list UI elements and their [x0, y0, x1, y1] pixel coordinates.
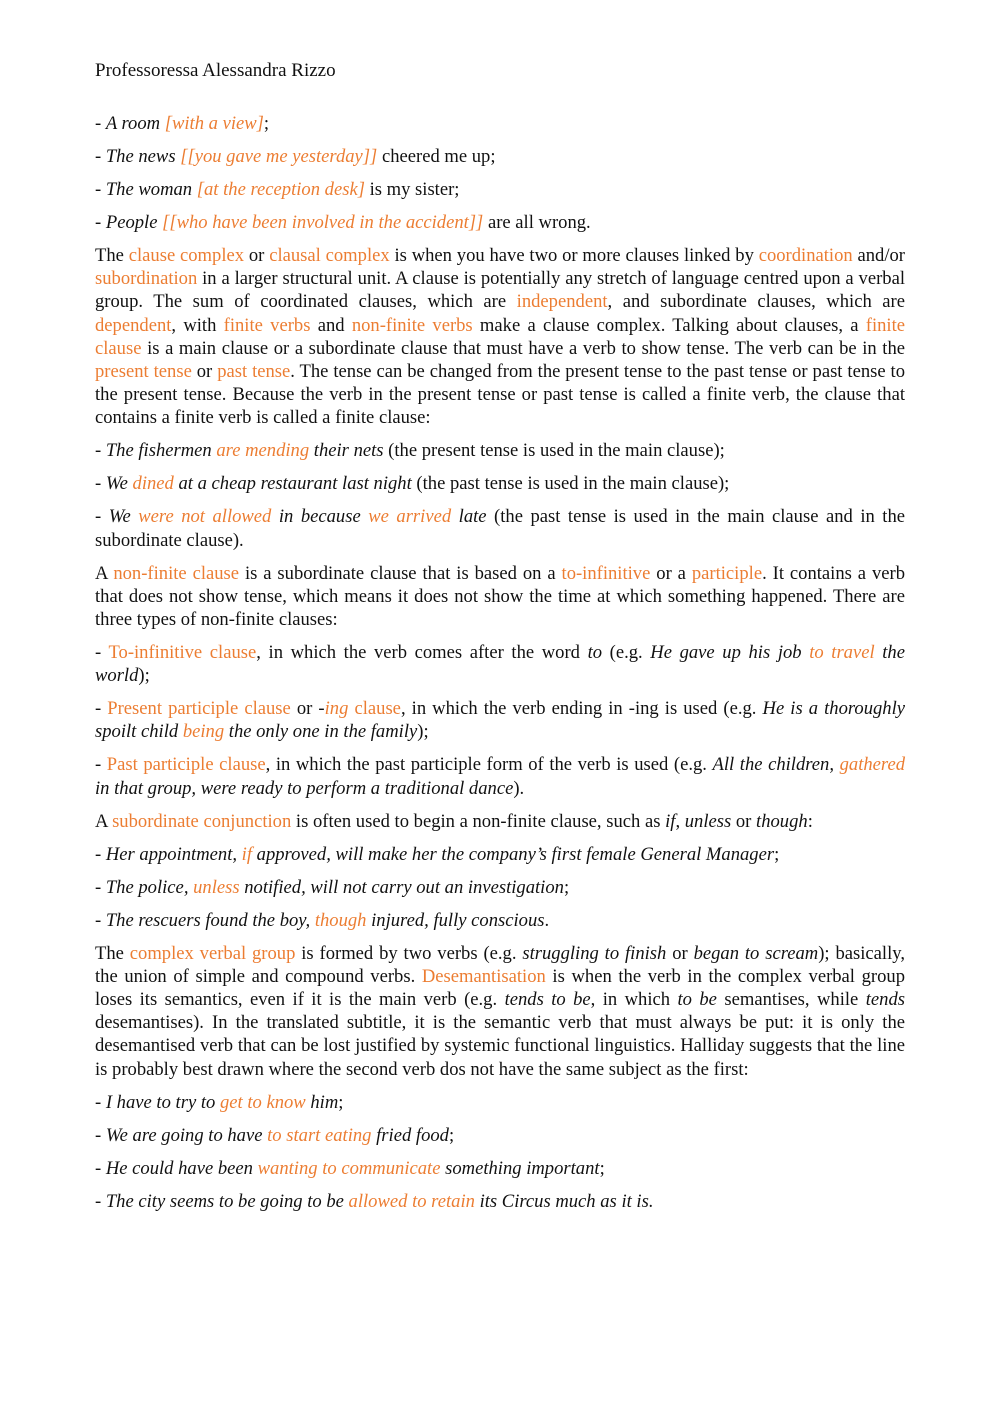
text-run: ); basically, the union of simple and compound verbs. [95, 942, 905, 987]
highlighted-term: gathered [839, 754, 905, 776]
text-run: in because [271, 506, 369, 528]
text-run: - [95, 473, 106, 495]
highlighted-term: clause complex [128, 245, 245, 266]
text-run: the only one in the family [224, 721, 418, 743]
highlighted-term: finite clause [95, 314, 905, 359]
page-header: Professoressa Alessandra Rizzo [95, 60, 336, 81]
highlighted-term: non-finite verbs [351, 314, 473, 336]
example-item [95, 211, 905, 234]
text-run: if [665, 810, 676, 832]
text-run: He could have been [105, 1157, 258, 1179]
paragraph [95, 562, 905, 632]
text-run: the world [95, 642, 905, 687]
highlighted-term: Present participle clause [107, 698, 291, 720]
text-run: ; [563, 876, 570, 898]
text-run: The [95, 942, 130, 964]
highlighted-term: Desemantisation [421, 965, 546, 987]
text-run: cheered me up; [377, 146, 496, 167]
highlighted-term: we arrived [368, 506, 452, 528]
text-run: ); [138, 665, 150, 687]
highlighted-term: were not allowed [138, 506, 272, 528]
text-run: its Circus much as it is. [474, 1190, 654, 1212]
highlighted-term: to-infinitive [561, 562, 651, 584]
text-run: The woman [105, 179, 197, 200]
text-run: (e.g. [602, 642, 651, 664]
example-item [95, 472, 905, 495]
text-run: , in which [590, 989, 678, 1011]
text-run: tends to be [504, 989, 591, 1011]
text-run: - [95, 212, 106, 233]
example-item [95, 112, 905, 135]
text-run: , [675, 810, 685, 832]
text-run: ; [774, 843, 780, 865]
text-run: - [95, 1190, 106, 1212]
highlighted-term: wanting to communicate [257, 1157, 441, 1179]
highlighted-term: dined [132, 473, 174, 495]
text-run: The news [105, 146, 181, 167]
highlighted-term: [[who have been involved in the accident]] [162, 212, 484, 233]
highlighted-term: past tense [217, 361, 291, 383]
text-run: began to scream [693, 942, 819, 964]
document-body [95, 112, 905, 1213]
text-run: is when you have two or more clauses linked by [389, 245, 759, 266]
text-run: notified, will not carry out an investigation [239, 876, 564, 898]
text-run: . It contains a verb that does not show tense, which means it does not show the time at which something happened. There are three types of non-finite clauses: [95, 562, 906, 631]
text-run: are all wrong. [483, 212, 591, 233]
highlighted-term: though [314, 909, 367, 931]
text-run: - [95, 843, 106, 865]
text-run: unless [684, 810, 732, 832]
text-run: He gave up his job [650, 642, 810, 664]
text-run: is when the verb in the complex verbal group loses its semantics, even if it is the main verb (e.g. [95, 965, 905, 1011]
text-run: injured, fully conscious [366, 909, 545, 931]
text-run: . [544, 909, 550, 931]
example-item [95, 1190, 905, 1213]
text-run: I have to try to [105, 1091, 220, 1113]
text-run: A [95, 562, 114, 584]
text-run: , in which the past participle form of the verb is used (e.g. [265, 754, 713, 776]
text-run: People [105, 212, 163, 233]
text-run: - [95, 146, 106, 167]
highlighted-term: Past participle clause [106, 754, 266, 776]
text-run: approved, will make her the company’s first female General Manager [252, 843, 775, 865]
example-item [95, 876, 905, 899]
text-run: or [244, 245, 270, 266]
example-item [95, 1091, 905, 1114]
example-item [95, 697, 905, 743]
text-run: - [95, 1157, 106, 1179]
example-item [95, 1124, 905, 1147]
example-item [95, 641, 905, 687]
example-item [95, 145, 905, 168]
highlighted-term: subordinate conjunction [112, 810, 292, 832]
paragraph [95, 942, 905, 1081]
text-run: semantises, while [716, 989, 866, 1011]
highlighted-term: [[you gave me yesterday]] [180, 146, 378, 167]
text-run: ; [599, 1157, 605, 1179]
text-run: A room [105, 113, 165, 134]
text-run: make a clause complex. Talking about clauses, a [472, 314, 866, 336]
example-item [95, 753, 905, 799]
highlighted-term: unless [193, 876, 240, 898]
text-run: tends [865, 989, 905, 1011]
text-run: or - [290, 698, 325, 720]
text-run: - [95, 876, 106, 898]
text-run: Her appointment, [105, 843, 242, 865]
text-run: The fishermen [105, 440, 217, 462]
text-run: - [95, 642, 109, 664]
text-run: . The tense can be changed from the present tense to the past tense or past tense to the present tense. Because the verb in the present tense or past tense is called a finite verb, the clause that contains a finite verb is called a finite clause: [95, 361, 905, 429]
highlighted-term: non-finite clause [113, 562, 240, 584]
highlighted-term: are mending [216, 440, 310, 462]
highlighted-term: independent [516, 291, 608, 313]
example-item [95, 505, 905, 551]
text-run: , and subordinate clauses, which are [607, 291, 905, 313]
highlighted-term: complex verbal group [129, 942, 296, 964]
text-run: (the present tense is used in the main clause); [383, 440, 725, 462]
highlighted-term: to travel [809, 642, 875, 664]
text-run: (the past tense is used in the main clause and in the subordinate clause). [95, 506, 906, 551]
text-run: struggling to finish [522, 942, 667, 964]
text-run: The rescuers found the boy, [105, 909, 315, 931]
highlighted-term: [with a view] [164, 113, 264, 134]
text-run: ). [513, 777, 525, 799]
highlighted-term: coordination [758, 245, 853, 266]
text-run: The [95, 245, 129, 266]
highlighted-term: to start eating [267, 1124, 372, 1146]
example-item [95, 843, 905, 866]
text-run: late [451, 506, 487, 528]
text-run: or [731, 810, 757, 832]
highlighted-term: clausal complex [269, 245, 390, 266]
highlighted-term: ing [324, 698, 349, 720]
text-run: desemantises). In the translated subtitle, it is the semantic verb that must always be put: it is only the desemantised verb that can be lost justified by systemic functional linguistics. Halliday suggests that the line is probably best drawn where the second verb dos not have the same subject as the first: [95, 1012, 905, 1080]
text-run: or a [650, 562, 692, 584]
text-run: The police, [105, 876, 194, 898]
text-run: at a cheap restaurant last night [173, 473, 412, 495]
text-run: We [105, 473, 133, 495]
text-run: is a main clause or a subordinate clause that must have a verb to show tense. The verb can be in the [141, 337, 905, 359]
text-run: , in which the verb comes after the word [256, 642, 588, 664]
text-run: We are going to have [105, 1124, 268, 1146]
text-run: their nets [309, 440, 384, 462]
highlighted-term: finite verbs [223, 314, 311, 336]
example-item [95, 909, 905, 932]
highlighted-term: To-infinitive clause [108, 642, 257, 664]
text-run: ; [448, 1124, 455, 1146]
text-run: and [310, 314, 352, 336]
highlighted-term: dependent [95, 314, 172, 336]
text-run: - [95, 113, 106, 134]
highlighted-term: [at the reception desk] [196, 179, 365, 200]
text-run: We [108, 506, 139, 528]
paragraph [95, 810, 905, 833]
text-run: A [95, 810, 113, 832]
example-item [95, 1157, 905, 1180]
text-run: in a larger structural unit. A clause is potentially any stretch of language centred upon a verbal group. The sum of coordinated clauses, which are [95, 268, 905, 313]
text-run: (the past tense is used in the main clause); [411, 473, 730, 495]
highlighted-term: if [241, 843, 253, 865]
text-run: , in which the verb ending in -ing is used (e.g. [400, 698, 763, 720]
text-run: though [756, 810, 808, 832]
text-run: is my sister; [364, 179, 460, 200]
highlighted-term: subordination [95, 268, 198, 290]
text-run: - [95, 1124, 106, 1146]
text-run: in that group, were ready to perform a traditional dance [95, 777, 514, 799]
paragraph [95, 244, 905, 430]
text-run: to be [677, 989, 717, 1011]
text-run: ); [417, 721, 429, 743]
text-run: - [95, 754, 107, 776]
highlighted-term: allowed to retain [348, 1190, 475, 1212]
text-run: He is a thoroughly spoilt child [95, 698, 906, 743]
example-item [95, 439, 905, 462]
highlighted-term: get to know [219, 1091, 306, 1113]
text-run: or [666, 942, 694, 964]
text-run: The city seems to be going to be [105, 1190, 349, 1212]
text-run: - [95, 506, 109, 528]
highlighted-term: participle [691, 562, 763, 584]
text-run: ; [338, 1091, 344, 1113]
text-run: , with [171, 314, 224, 336]
text-run: - [95, 909, 106, 931]
highlighted-term: clause [348, 698, 401, 720]
text-run: something important [440, 1157, 600, 1179]
text-run: - [95, 1091, 106, 1113]
text-run: is a subordinate clause that is based on a [239, 562, 562, 584]
document-page [95, 58, 905, 1223]
text-run: is formed by two verbs (e.g. [295, 942, 523, 964]
text-run: - [95, 698, 108, 720]
highlighted-term: being [182, 721, 225, 743]
text-run: All the children, [712, 754, 840, 776]
text-run: - [95, 440, 106, 462]
text-run: fried food [371, 1124, 449, 1146]
text-run: or [191, 361, 218, 383]
text-run: : [807, 810, 813, 832]
highlighted-term: present tense [95, 361, 192, 383]
text-run: and/or [852, 245, 905, 266]
text-run: him [305, 1091, 339, 1113]
text-run: is often used to begin a non-finite clause, such as [291, 810, 666, 832]
text-run: - [95, 179, 106, 200]
example-item [95, 178, 905, 201]
text-run: to [587, 642, 603, 664]
text-run: ; [263, 113, 270, 134]
